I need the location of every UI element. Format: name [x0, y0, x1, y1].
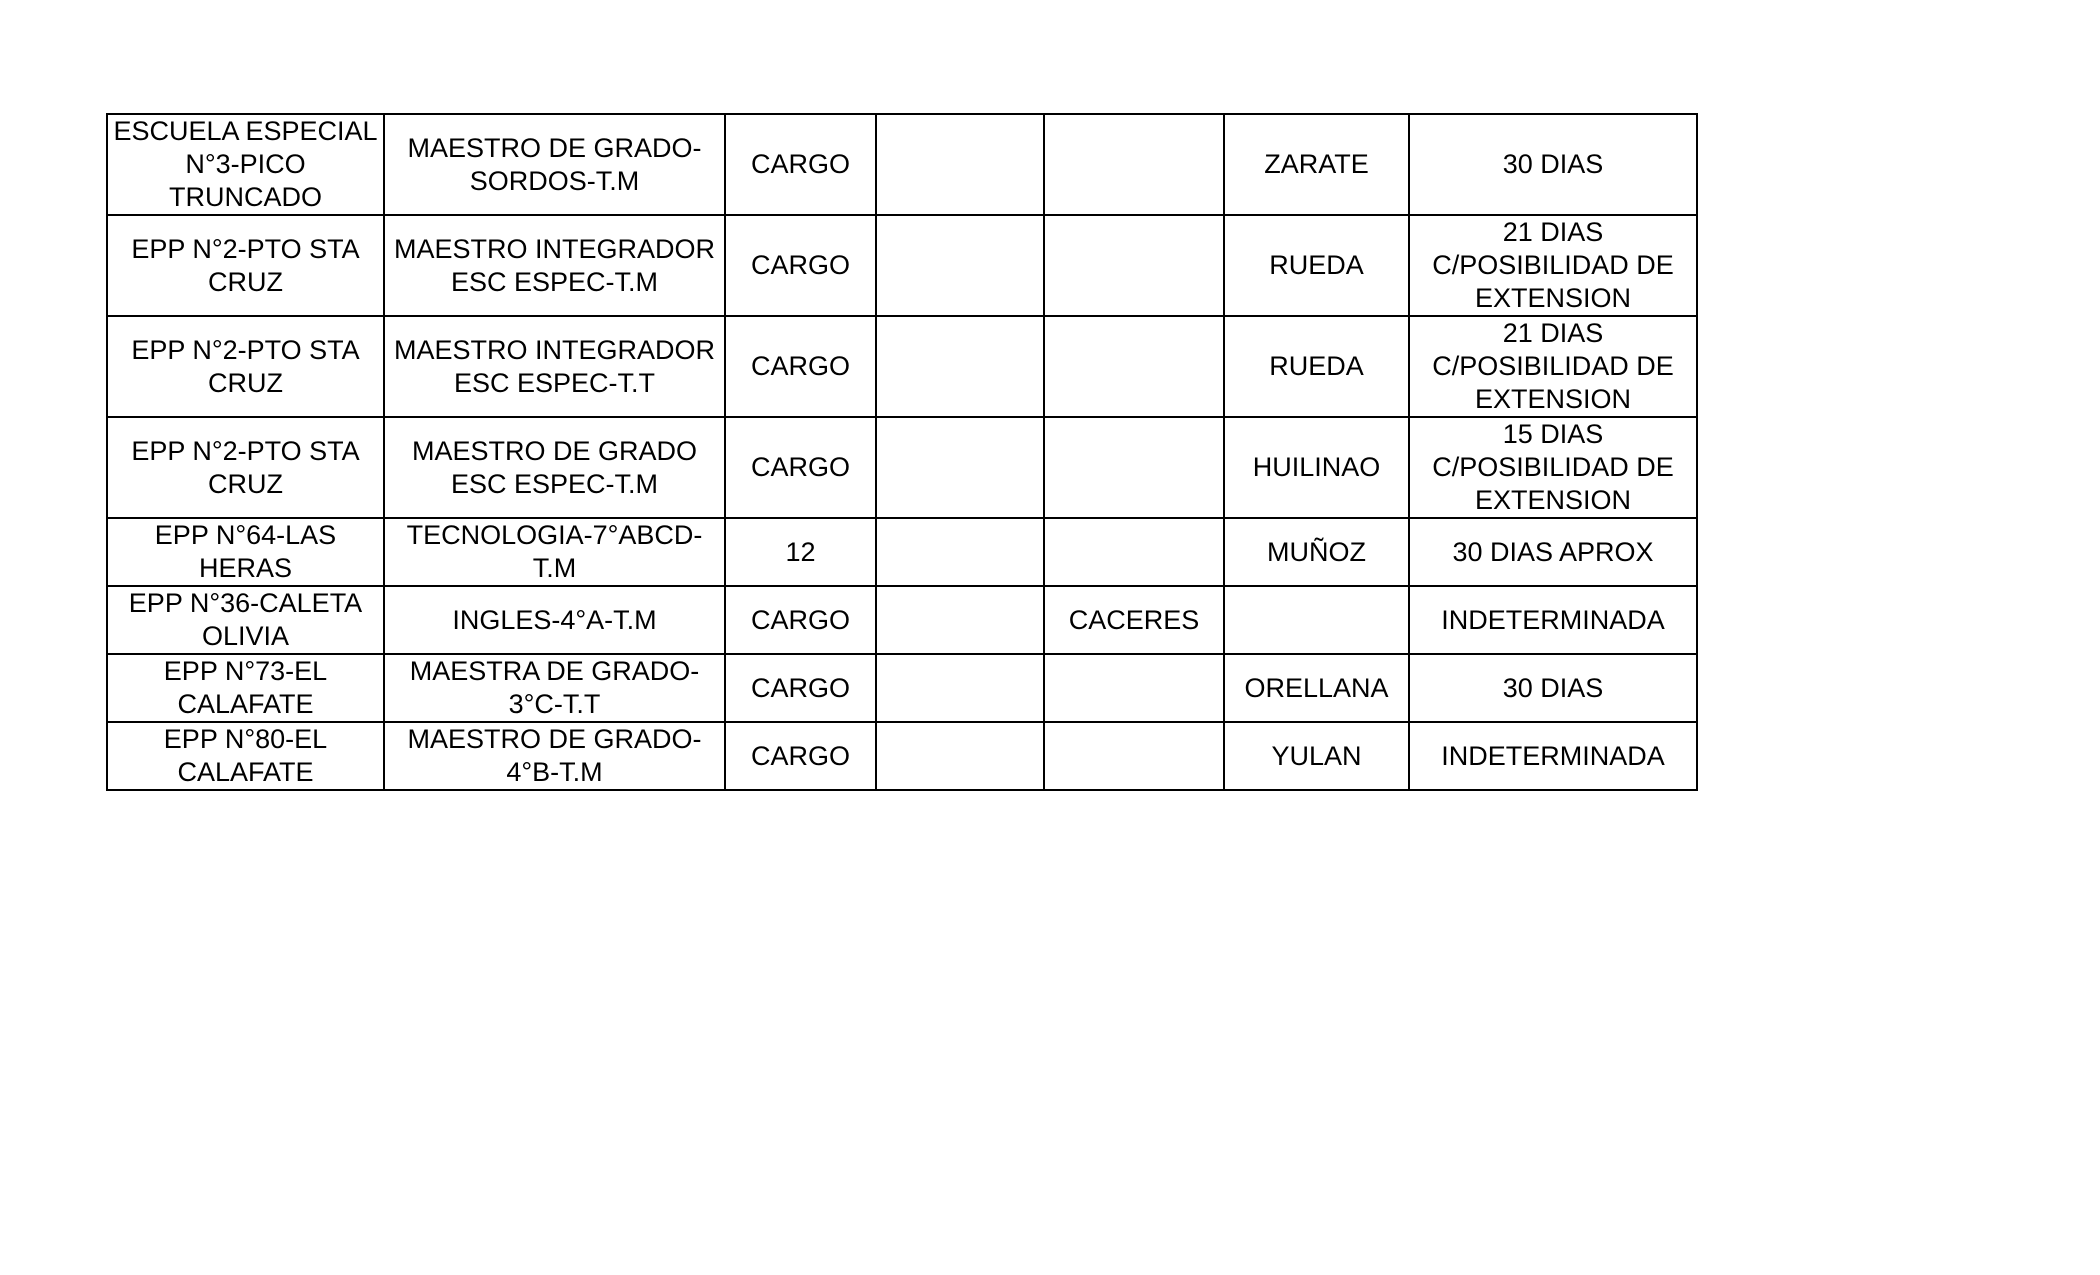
hours-cell: CARGO: [725, 114, 876, 215]
holder-cell: HUILINAO: [1224, 417, 1409, 518]
holder-cell: RUEDA: [1224, 316, 1409, 417]
school-cell: EPP N°80-EL CALAFATE: [107, 722, 384, 790]
substitute-cell: [1044, 654, 1224, 722]
school-cell: EPP N°64-LAS HERAS: [107, 518, 384, 586]
duration-cell: 15 DIAS C/POSIBILIDAD DE EXTENSION: [1409, 417, 1697, 518]
holder-cell: ZARATE: [1224, 114, 1409, 215]
substitute-cell: [1044, 114, 1224, 215]
duration-cell: 30 DIAS APROX: [1409, 518, 1697, 586]
duration-cell: 30 DIAS: [1409, 114, 1697, 215]
position-cell: MAESTRO DE GRADO-4°B-T.M: [384, 722, 725, 790]
holder-cell: YULAN: [1224, 722, 1409, 790]
empty-cell: [876, 722, 1044, 790]
vacancies-table: [106, 113, 1698, 791]
hours-cell: CARGO: [725, 316, 876, 417]
empty-cell: [876, 417, 1044, 518]
table-row: [107, 114, 1697, 215]
position-cell: MAESTRA DE GRADO-3°C-T.T: [384, 654, 725, 722]
holder-cell: ORELLANA: [1224, 654, 1409, 722]
holder-cell: MUÑOZ: [1224, 518, 1409, 586]
school-cell: EPP N°2-PTO STA CRUZ: [107, 215, 384, 316]
substitute-cell: [1044, 316, 1224, 417]
empty-cell: [876, 114, 1044, 215]
school-cell: EPP N°2-PTO STA CRUZ: [107, 316, 384, 417]
empty-cell: [876, 518, 1044, 586]
position-cell: MAESTRO INTEGRADOR ESC ESPEC-T.M: [384, 215, 725, 316]
school-cell: EPP N°2-PTO STA CRUZ: [107, 417, 384, 518]
hours-cell: 12: [725, 518, 876, 586]
table-row: [107, 654, 1697, 722]
empty-cell: [876, 586, 1044, 654]
school-cell: EPP N°73-EL CALAFATE: [107, 654, 384, 722]
empty-cell: [876, 316, 1044, 417]
position-cell: MAESTRO DE GRADO ESC ESPEC-T.M: [384, 417, 725, 518]
table-row: [107, 586, 1697, 654]
school-cell: ESCUELA ESPECIAL N°3-PICO TRUNCADO: [107, 114, 384, 215]
substitute-cell: [1044, 417, 1224, 518]
empty-cell: [876, 654, 1044, 722]
hours-cell: CARGO: [725, 722, 876, 790]
duration-cell: 21 DIAS C/POSIBILIDAD DE EXTENSION: [1409, 215, 1697, 316]
empty-cell: [876, 215, 1044, 316]
holder-cell: [1224, 586, 1409, 654]
table-row: [107, 215, 1697, 316]
substitute-cell: [1044, 722, 1224, 790]
table-row: [107, 518, 1697, 586]
school-cell: EPP N°36-CALETA OLIVIA: [107, 586, 384, 654]
hours-cell: CARGO: [725, 586, 876, 654]
table-row: [107, 417, 1697, 518]
hours-cell: CARGO: [725, 215, 876, 316]
substitute-cell: CACERES: [1044, 586, 1224, 654]
position-cell: TECNOLOGIA-7°ABCD-T.M: [384, 518, 725, 586]
table-row: [107, 722, 1697, 790]
duration-cell: INDETERMINADA: [1409, 722, 1697, 790]
table-row: [107, 316, 1697, 417]
substitute-cell: [1044, 215, 1224, 316]
position-cell: MAESTRO DE GRADO-SORDOS-T.M: [384, 114, 725, 215]
hours-cell: CARGO: [725, 417, 876, 518]
hours-cell: CARGO: [725, 654, 876, 722]
position-cell: MAESTRO INTEGRADOR ESC ESPEC-T.T: [384, 316, 725, 417]
duration-cell: 21 DIAS C/POSIBILIDAD DE EXTENSION: [1409, 316, 1697, 417]
duration-cell: INDETERMINADA: [1409, 586, 1697, 654]
substitute-cell: [1044, 518, 1224, 586]
position-cell: INGLES-4°A-T.M: [384, 586, 725, 654]
holder-cell: RUEDA: [1224, 215, 1409, 316]
duration-cell: 30 DIAS: [1409, 654, 1697, 722]
